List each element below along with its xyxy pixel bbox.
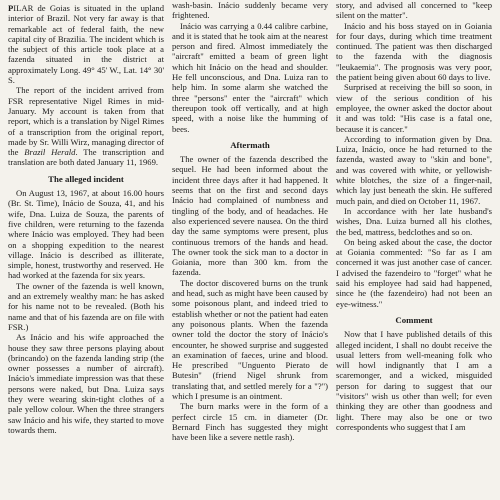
publication-title: Brazil Herald [24,147,76,158]
body-paragraph: Inácio was carrying a 0.44 calibre carbine, and it is stated that he took aim at the nearest person and fired. Almost immediately the "aircraft" emitted a beam of green light which hit Inácio on the head and shoulder. He fell unconscious, and Dna. Luiza ran to help him. In some alarm she watched the three "persons" enter the "aircraft" which thereupon took off vertically, and at high speed, with a noise like the humming of bees. [172,20,328,134]
section-heading-comment: Comment [395,314,433,325]
body-paragraph: On being asked about the case, the doctor at Goiania commented: "So far as I am concerned it was just another case of cancer. I advised the fazendeiro to "forget" what he said his employee had said had happened, since he (the fazendeiro) had not been an eye-witness." [336,236,492,309]
body-paragraph: Surprised at receiving the bill so soon, in view of the serious condition of his employee, the owner asked the doctor about it and was told: "His case is a fatal one, because it is cancer." [336,82,492,134]
body-paragraph: As Inácio and his wife approached the house they saw three persons playing about (brincando) on the fazenda landing strip (the owner possesses a number of aircraft). Inácio's immediate impression was that these persons were naked, but Dna. Luiza says they were wearing skin-tight clothes of a pale yellow colour. When the three strangers saw Inácio and his wife, they started to move towards them. [8,332,164,435]
continued-paragraph: story, and advised all concerned to "keep silent on the matter". [336,0,492,21]
body-paragraph: Now that I have published details of this alleged incident, I shall no doubt receive the usual letters from well-meaning folk who will howl indignantly that I am a scaremonger, and a wicked, misguided person for daring to suggest that our "visitors" wish us other than well; for even thinking they are other than goodness and light. There may also be one or two correspondents who suggest that I am [336,329,492,432]
section-heading-aftermath: Aftermath [230,139,270,150]
intro-paragraph-2: The report of the incident arrived from FSR representative Nigel Rimes in mid-January. My account is taken from that report, which is a translation by Nigel Rimes of a transcription from the original report, made by Sr. Willi Wirz, managing director of the Brazil Herald. The transcription and translation are both dated January 11, 1969. [8,85,164,168]
section-heading-alleged-incident: The alleged incident [48,173,124,184]
continued-paragraph: wash-basin. Inácio suddenly became very frightened. [172,0,328,21]
article-column-2 [172,0,328,500]
body-paragraph: The burn marks were in the form of a perfect circle 15 cm. in diameter (Dr. Bernard Finch has suggested they might have been like a severe nettle rash). [172,401,328,443]
body-paragraph: Inácio and his boss stayed on in Goiania for four days, during which time treatment continued. The patient was then discharged to the fazenda with the diagnosis "leukaemia". The prognosis was very poor, the patient being given about 60 days to live. [336,20,492,83]
body-paragraph: The owner of the fazenda described the sequel. He had been informed about the incident three days after it had happened. It seems that on the first and second days Inácio had complained of numbness and tingling of the body, and of headaches. He also experienced severe nausea. On the third day the same symptoms were present, plus continuous tremors of the hands and head. The owner took the sick man to a doctor in Goiania, more than 300 km. from the fazenda. [172,154,328,278]
article-column-3 [336,0,492,500]
body-paragraph: The doctor discovered burns on the trunk and head, such as might have been caused by some poisonous plant, and indeed tried to establish whether or not the patient had eaten any poisonous plants. When the fazenda owner told the doctor the story of Inácio's encounter, he showed surprise and suggested an examination of faeces, urine and blood. He prescribed "Unguento Pierato de Butesin" (friend Nigel shrunk from translating that, and settled merely for a "?") which I presume is an ointment. [172,277,328,401]
body-paragraph: The owner of the fazenda is well known, and an extremely wealthy man: he has asked for his name not to be revealed. (Both his name and that of his fazenda are on file with FSR.) [8,280,164,332]
body-paragraph: According to information given by Dna. Luiza, Inácio, once he had returned to the fazenda, wasted away to "skin and bone", and was covered with white, or yellowish-white blotches, the size of a finger-nail, which lay just beneath the skin. He suffered much pain, and died on October 11, 1967. [336,133,492,206]
body-paragraph: On August 13, 1967, at about 16.00 hours (Br. St. Time), Inácio de Souza, 41, and his wife, Dna. Luiza de Souza, the parents of five children, were returning to the fazenda where Inácio was employed. They had been on a shopping expedition to the nearest village. Inácio is described as illiterate, simple, honest, trustworthy and reserved. He had worked at the fazenda for six years. [8,188,164,281]
drop-cap: P [8,3,14,13]
body-paragraph: In accordance with her late husband's wishes, Dna. Luiza burned all his clothes, the bed, mattress, bedclothes and so on. [336,205,492,237]
article-column-1 [8,0,164,500]
intro-paragraph: PILAR de Goias is situated in the upland interior of Brazil. Not very far away is that remarkable act of federal faith, the new capital city of Brazilia. The incident which is the subject of this article took place at a fazenda situated in the district at approximately Long. 49° 45' W., Lat. 14° 30' S. [8,3,164,86]
